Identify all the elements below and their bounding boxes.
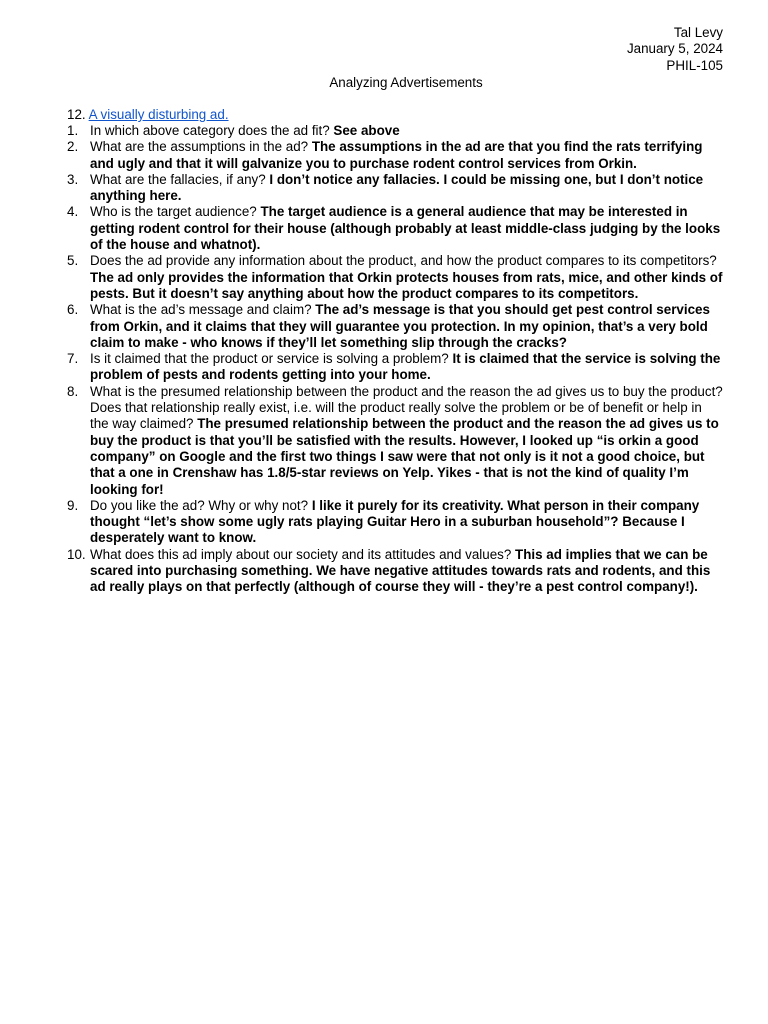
question-item [0,351,768,384]
question-list [0,123,768,596]
question-number: 8. [67,383,79,399]
question-number: 5. [67,253,79,269]
document-header [627,25,723,74]
answer-text: I like it purely for its creativity. What person in their company thought “let’s show some ugly rats playing Guitar Hero in a suburban household”? Because I desperately want to know. [90,497,700,546]
question-number: 4. [67,204,79,220]
answer-text: The ad only provides the information that Orkin protects houses from rats, mice, and other kinds of pests. But it doesn’t say anything about how the product compares to its competitors. [90,269,723,301]
question-number: 1. [67,123,79,138]
answer-text: It is claimed that the service is solving the problem of pests and rodents getting into your home. [90,351,721,383]
question-text: What are the fallacies, if any? [90,171,270,187]
question-item [0,253,768,302]
question-item [0,302,768,351]
question-number: 9. [67,497,79,513]
course-code: PHIL-105 [666,57,723,73]
question-text: What is the presumed relationship between the product and the reason the ad gives us to buy the product? Does that relationship really exist, i.e. will the product really solve the problem or be of benefit or help in the way claimed? [90,383,723,432]
question-item [0,139,768,172]
question-text: What are the assumptions in the ad? [90,139,312,155]
question-item [0,204,768,253]
question-item [0,172,768,205]
document-title: Analyzing Advertisements [329,75,483,90]
question-number: 7. [67,351,79,367]
question-text: Is it claimed that the product or service is solving a problem? [90,351,453,367]
document-date: January 5, 2024 [626,41,723,57]
author-name: Tal Levy [673,25,723,40]
question-item [0,123,768,139]
category-number: 12. [67,107,86,122]
question-text: Do you like the ad? Why or why not? [90,497,312,513]
question-text: What is the ad’s message and claim? [90,302,316,318]
question-number: 10. [67,546,86,562]
question-number: 3. [67,171,79,187]
answer-text: The target audience is a general audience that may be interested in getting rodent control for their house (although probably at least middle-class judging by the looks of the house and whatnot). [90,204,721,253]
answer-text: This ad implies that we can be scared into purchasing something. We have negative attitudes towards rats and rodents, and this ad really plays on that perfectly (although of course they will - they’re a pest control company!). [90,546,711,595]
answer-text: I don’t notice any fallacies. I could be missing one, but I don’t notice anything here. [90,171,704,204]
question-text: What does this ad imply about our society and its attitudes and values? [90,546,516,562]
question-text: In which above category does the ad fit? [90,123,334,138]
question-number: 6. [67,302,79,318]
question-number: 2. [67,139,79,155]
answer-text: See above [333,123,400,138]
question-text: Does the ad provide any information about the product, and how the product compares to its competitors? [90,253,717,269]
answer-text: The ad’s message is that you should get pest control services from Orkin, and it claims that they will guarantee you protection. In my opinion, that’s a very bold claim to make - who knows if they’ll let something slip through the cracks? [90,302,710,350]
category-line [67,107,229,123]
question-item [0,547,768,596]
question-text: Who is the target audience? [90,204,261,220]
answer-text: The presumed relationship between the product and the reason the ad gives us to buy the product is that you’ll be satisfied with the results. However, I looked up “is orkin a good company” on Google and the first two things I saw were that not only is it not a good choice, but that a one in Crenshaw has 1.8/5-star reviews on Yelp. Yikes - that is not the kind of quality I’m looking for! [90,416,719,497]
answer-text: The assumptions in the ad are that you find the rats terrifying and ugly and that it will galvanize you to purchase rodent control services from Orkin. [90,139,703,171]
question-item [0,384,768,498]
question-item [0,498,768,547]
category-link[interactable]: A visually disturbing ad. [88,107,229,122]
